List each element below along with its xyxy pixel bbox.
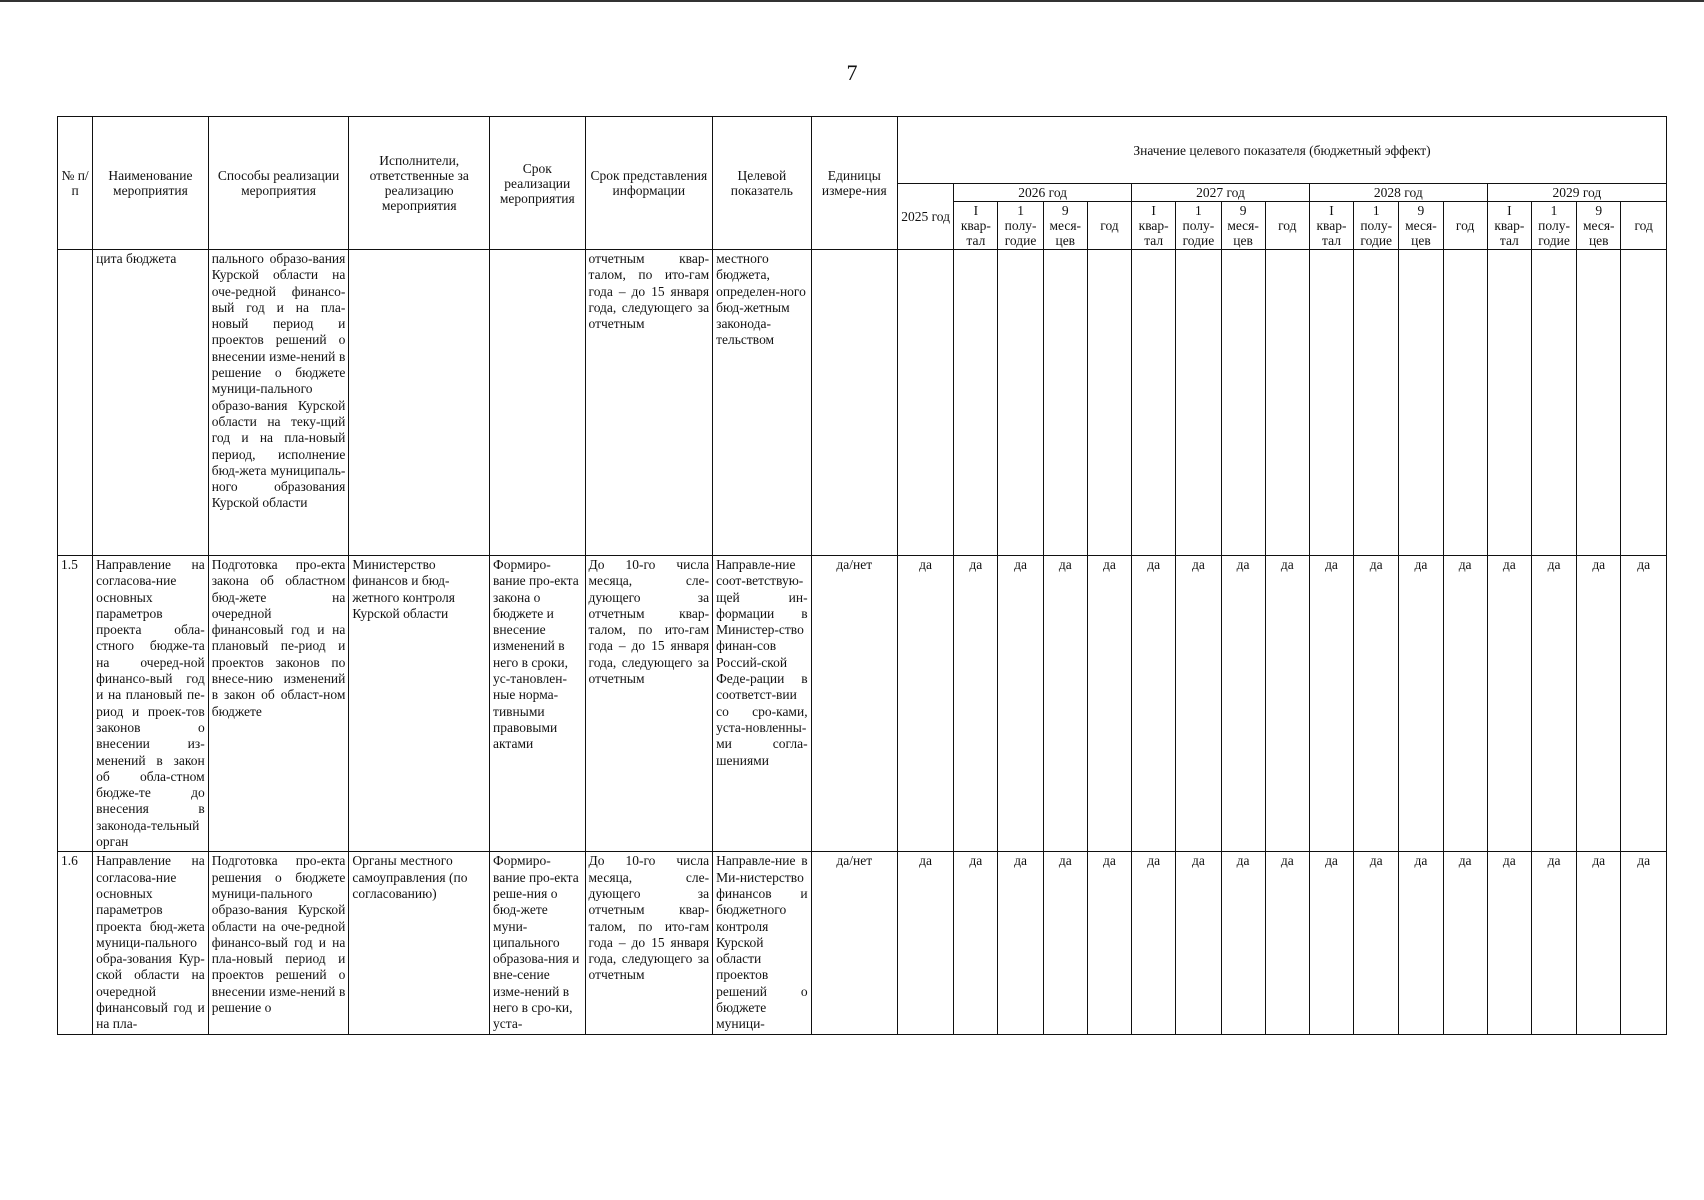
row-value-cell: да [1176, 852, 1221, 1034]
row-value-cell: да [1132, 556, 1176, 852]
row-value-cell [1443, 250, 1487, 556]
row-target: Направле-ние соот-ветствую-щей ин-формации в Министер-ство финан-сов Россий-ской Феде-рации в соответст-вии со сро-ками, уста-новленны-ми согла-шениями [713, 556, 811, 852]
row-value-cell: да [1399, 852, 1443, 1034]
row-executors: Органы местного самоуправления (по согласованию) [349, 852, 490, 1034]
header-sub-quarter: I квар-тал [1487, 202, 1531, 250]
measures-table [57, 116, 1667, 1035]
row-value-cell: да [1531, 852, 1576, 1034]
header-sub-9months: 9 меся-цев [1399, 202, 1443, 250]
table-row [58, 852, 1667, 1034]
header-sub-year: год [1265, 202, 1309, 250]
row-units: да/нет [811, 852, 897, 1034]
row-num: 1.6 [58, 852, 93, 1034]
row-executors: Министерство финансов и бюд-жетного контроля Курской области [349, 556, 490, 852]
row-value-cell: да [1043, 852, 1087, 1034]
row-value-cell: да [1265, 852, 1309, 1034]
row-info-term: отчетным квар-талом, по ито-гам года – до 15 января года, следующего за отчетным [585, 250, 713, 556]
row-methods: Подготовка про-екта решения о бюджете муници-пального образо-вания Курской области на оче-редной финансо-вый год и на пла-новый период и проектов решений о внесении изме-нений в решение о [208, 852, 349, 1034]
header-info-term: Срок представления информации [585, 117, 713, 250]
row-executors [349, 250, 490, 556]
row-name: Направление на согласова-ние основных параметров проекта бюд-жета муници-пального обра-зования Кур-ской области на очередной финансовый год и на пла- [93, 852, 209, 1034]
row-methods: Подготовка про-екта закона об областном бюд-жете на очередной финансовый год и на плановый пе-риод и проектов законов по внесе-нию изменений в закон об област-ном бюджете [208, 556, 349, 852]
row-units: да/нет [811, 556, 897, 852]
row-value-cell: да [1221, 556, 1265, 852]
row-value-cell: да [1443, 852, 1487, 1034]
row-value-cell [1309, 250, 1353, 556]
table-body [58, 250, 1667, 1035]
header-sub-quarter: I квар-тал [954, 202, 998, 250]
header-sub-year: год [1621, 202, 1667, 250]
row-value-cell: да [1487, 556, 1531, 852]
row-num: 1.5 [58, 556, 93, 852]
row-value-cell [1577, 250, 1621, 556]
header-sub-9months: 9 меся-цев [1043, 202, 1087, 250]
row-value-cell: да [1577, 556, 1621, 852]
row-value-cell [897, 250, 953, 556]
header-sub-quarter: I квар-тал [1309, 202, 1353, 250]
row-value-cell [1531, 250, 1576, 556]
row-value-cell: да [998, 556, 1043, 852]
row-value-cell [1132, 250, 1176, 556]
header-year-2029: 2029 год [1487, 184, 1666, 202]
row-value-cell [1087, 250, 1131, 556]
row-value-cell: да [1354, 556, 1399, 852]
row-value-cell: да [1087, 852, 1131, 1034]
row-value-cell [1399, 250, 1443, 556]
row-term: Формиро-вание про-екта закона о бюджете и внесение изменений в него в сроки, ус-тановлен-ные норма-тивными правовыми актами [490, 556, 585, 852]
row-value-cell [1621, 250, 1667, 556]
row-name: цита бюджета [93, 250, 209, 556]
row-value-cell: да [998, 852, 1043, 1034]
row-term: Формиро-вание про-екта реше-ния о бюд-жете муни-ципального образова-ния и вне-сение изме-нений в него в сро-ки, уста- [490, 852, 585, 1034]
header-units: Единицы измере-ния [811, 117, 897, 250]
header-value-group: Значение целевого показателя (бюджетный эффект) [897, 117, 1666, 184]
row-value-cell: да [1621, 556, 1667, 852]
header-year-2028: 2028 год [1309, 184, 1487, 202]
header-name: Наименование мероприятия [93, 117, 209, 250]
header-term: Срок реализации мероприятия [490, 117, 585, 250]
row-value-cell: да [1265, 556, 1309, 852]
row-value-cell: да [1221, 852, 1265, 1034]
page-number: 7 [846, 60, 858, 85]
table-row [58, 556, 1667, 852]
row-value-cell: да [1399, 556, 1443, 852]
row-value-cell: да [1132, 852, 1176, 1034]
row-value-cell [1043, 250, 1087, 556]
row-info-term: До 10-го числа месяца, сле-дующего за отчетным квар-талом, по ито-гам года – до 15 января года, следующего за отчетным [585, 852, 713, 1034]
row-value-cell: да [1487, 852, 1531, 1034]
row-value-cell: да [1443, 556, 1487, 852]
header-sub-9months: 9 меся-цев [1577, 202, 1621, 250]
row-target: местного бюджета, определен-ного бюд-жетным законода-тельством [713, 250, 811, 556]
row-target: Направле-ние в Ми-нистерство финансов и бюджетного контроля Курской области проектов решений о бюджете муници- [713, 852, 811, 1034]
row-value-cell [954, 250, 998, 556]
header-sub-year: год [1443, 202, 1487, 250]
row-value-cell: да [1354, 852, 1399, 1034]
header-sub-halfyear: 1 полу-годие [1354, 202, 1399, 250]
header-methods: Способы реализации мероприятия [208, 117, 349, 250]
row-value-cell [1265, 250, 1309, 556]
row-value-cell: да [954, 852, 998, 1034]
row-units [811, 250, 897, 556]
header-year-2026: 2026 год [954, 184, 1132, 202]
row-value-cell: да [954, 556, 998, 852]
header-sub-9months: 9 меся-цев [1221, 202, 1265, 250]
row-value-cell: да [1621, 852, 1667, 1034]
row-value-cell: да [1309, 852, 1353, 1034]
row-value-cell [1221, 250, 1265, 556]
row-info-term: До 10-го числа месяца, сле-дующего за отчетным квар-талом, по ито-гам года – до 15 января года, следующего за отчетным [585, 556, 713, 852]
row-num [58, 250, 93, 556]
header-executors: Исполнители, ответственные за реализацию мероприятия [349, 117, 490, 250]
page-top-border [0, 0, 1704, 2]
row-value-cell: да [897, 556, 953, 852]
row-methods: пального образо-вания Курской области на оче-редной финансо-вый год и на пла-новый период и проектов решений о внесении изме-нений в решение о бюджете муници-пального образо-вания Курской области на теку-щий год и на пла-новый период, исполнение бюд-жета муниципаль-ного образования Курской области [208, 250, 349, 556]
header-year-2025: 2025 год [897, 184, 953, 250]
header-target: Целевой показатель [713, 117, 811, 250]
row-value-cell [1176, 250, 1221, 556]
header-sub-halfyear: 1 полу-годие [998, 202, 1043, 250]
row-value-cell [998, 250, 1043, 556]
row-value-cell: да [1309, 556, 1353, 852]
row-value-cell: да [1043, 556, 1087, 852]
row-value-cell: да [897, 852, 953, 1034]
row-value-cell: да [1087, 556, 1131, 852]
row-name: Направление на согласова-ние основных параметров проекта обла-стного бюдже-та на очеред-ной финансо-вый год и на плановый пе-риод и проек-тов законов о внесении из-менений в закон об обла-стном бюдже-те до внесения в законода-тельный орган [93, 556, 209, 852]
header-year-2027: 2027 год [1132, 184, 1310, 202]
row-value-cell: да [1531, 556, 1576, 852]
header-sub-quarter: I квар-тал [1132, 202, 1176, 250]
header-sub-halfyear: 1 полу-годие [1531, 202, 1576, 250]
table-row [58, 250, 1667, 556]
header-sub-year: год [1087, 202, 1131, 250]
row-value-cell [1354, 250, 1399, 556]
row-term [490, 250, 585, 556]
header-num: № п/п [58, 117, 93, 250]
header-sub-halfyear: 1 полу-годие [1176, 202, 1221, 250]
row-value-cell: да [1577, 852, 1621, 1034]
row-value-cell: да [1176, 556, 1221, 852]
row-value-cell [1487, 250, 1531, 556]
